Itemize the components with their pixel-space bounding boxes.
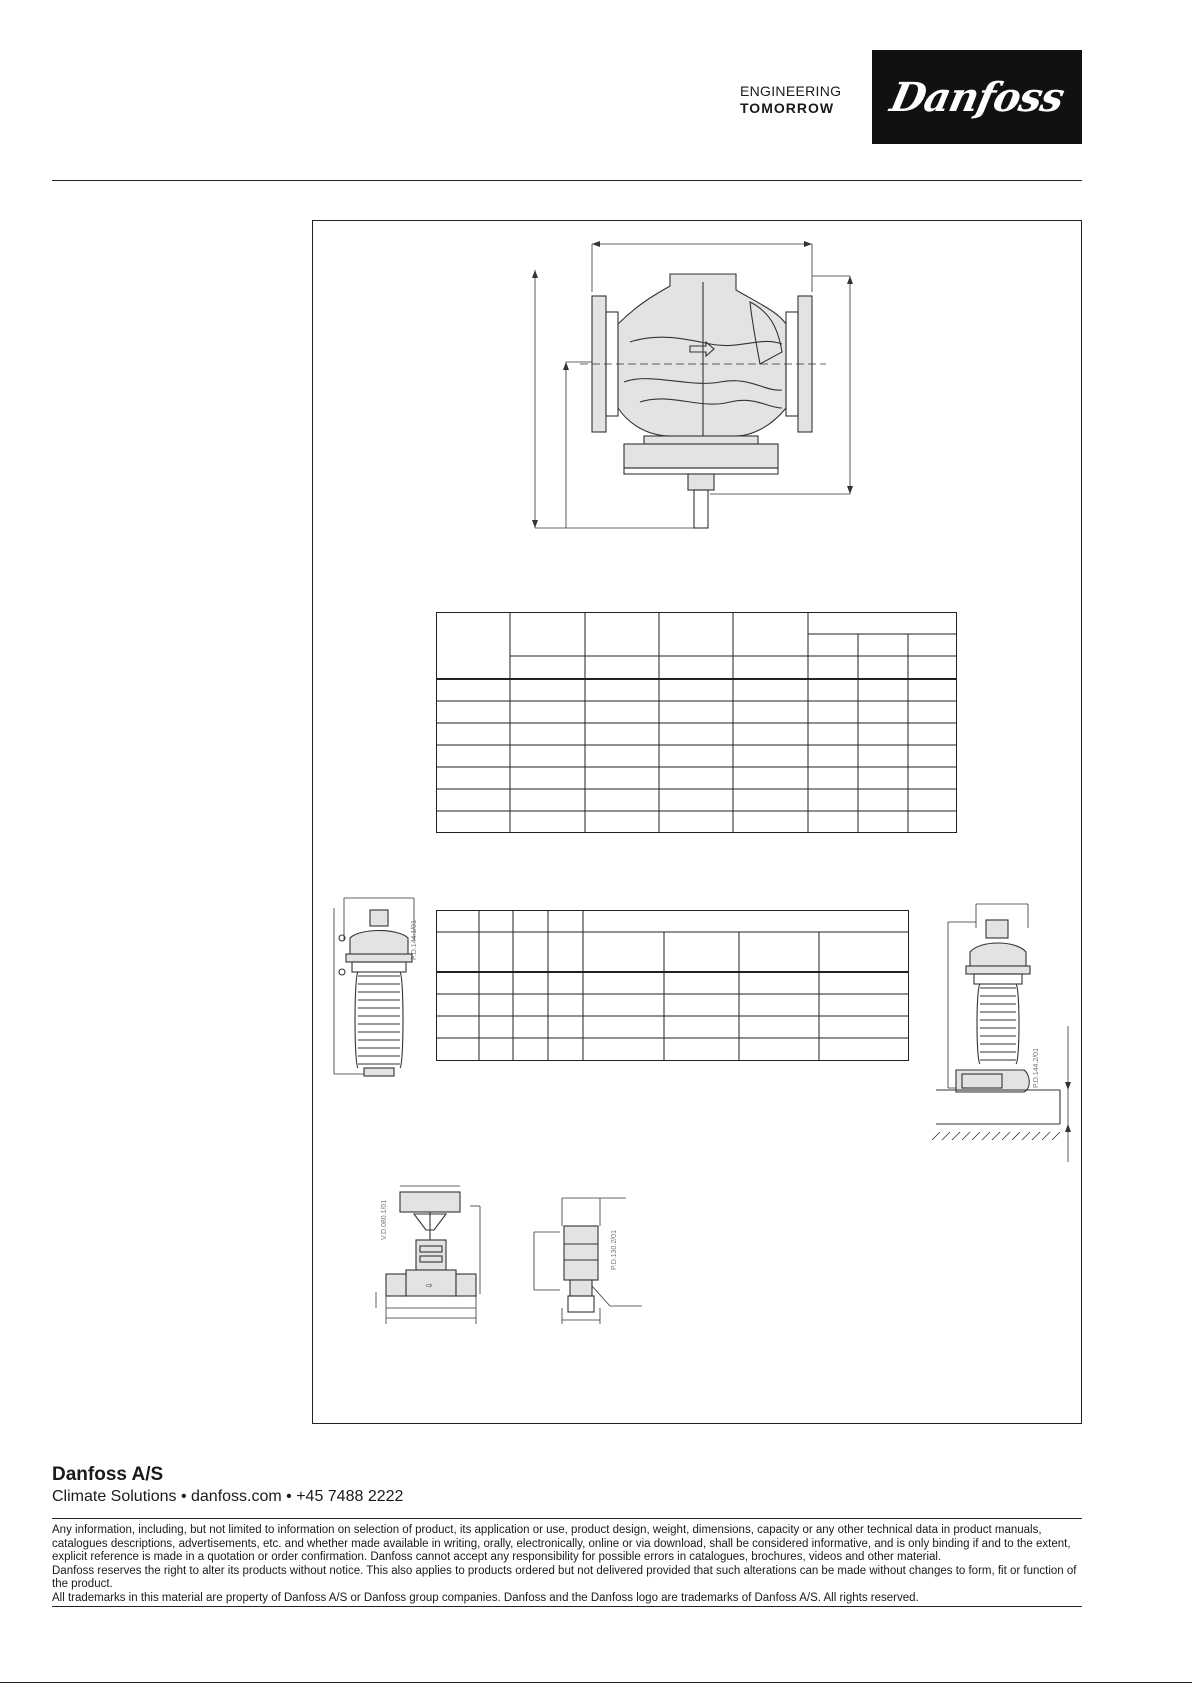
footer-contact-line: Climate Solutions • danfoss.com • +45 7488 2222 bbox=[52, 1488, 404, 1505]
footer-divider-top bbox=[52, 1518, 1082, 1519]
footer-divider-bottom bbox=[52, 1606, 1082, 1607]
actuator-drawing-right bbox=[926, 892, 1076, 1162]
actuator-dimensions-table bbox=[436, 910, 910, 1062]
brand-tagline bbox=[740, 83, 841, 117]
pilot-valve-drawing bbox=[376, 1180, 496, 1340]
disclaimer-paragraph: All trademarks in this material are property of Danfoss A/S or Danfoss group companies. Danfoss and the Danfoss logo are trademarks of Danfoss A/S. All rights reserved. bbox=[52, 1591, 919, 1604]
main-dimensions-table bbox=[436, 612, 958, 834]
valve-dimension-drawing bbox=[520, 232, 850, 532]
danfoss-logo-wordmark: Danfoss bbox=[886, 74, 1068, 121]
tagline-engineering: ENGINEERING bbox=[740, 83, 842, 99]
footer-disclaimer bbox=[52, 1524, 1084, 1605]
danfoss-logo bbox=[872, 50, 1082, 144]
header-divider bbox=[52, 180, 1082, 181]
drawing-code-actuator-left: P.D.144.1/01 bbox=[411, 920, 418, 960]
fitting-drawing bbox=[530, 1188, 650, 1328]
drawing-code-fitting: P.D.130.2/01 bbox=[611, 1230, 618, 1270]
svg-text:⇨: ⇨ bbox=[426, 1281, 433, 1290]
tagline-tomorrow: TOMORROW bbox=[740, 100, 835, 116]
drawing-code-pilot-valve: V.D.080.1/01 bbox=[381, 1199, 388, 1240]
disclaimer-paragraph: Any information, including, but not limited to information on selection of product, its application or use, product design, weight, dimensions, capacity or any other technical data in product manuals, catalogues descriptions, advertisements, etc. and whether made available in writing, orally, electronically, online or via download, shall be considered informative, and is only binding if and to the extent, explicit reference is made in a quotation or order confirmation. Danfoss cannot accept any responsibility for possible errors in catalogues, brochures, videos and other material. bbox=[52, 1524, 1071, 1563]
drawing-code-actuator-right: P.D.144.2/01 bbox=[1033, 1048, 1040, 1088]
actuator-drawing-left bbox=[330, 892, 420, 1082]
page-bottom-edge bbox=[0, 1682, 1192, 1683]
footer-company-name: Danfoss A/S bbox=[52, 1464, 164, 1485]
disclaimer-paragraph: Danfoss reserves the right to alter its products without notice. This also applies to products ordered but not delivered provided that such alterations can be made without changes to form, fit or function of the product. bbox=[52, 1564, 1077, 1590]
